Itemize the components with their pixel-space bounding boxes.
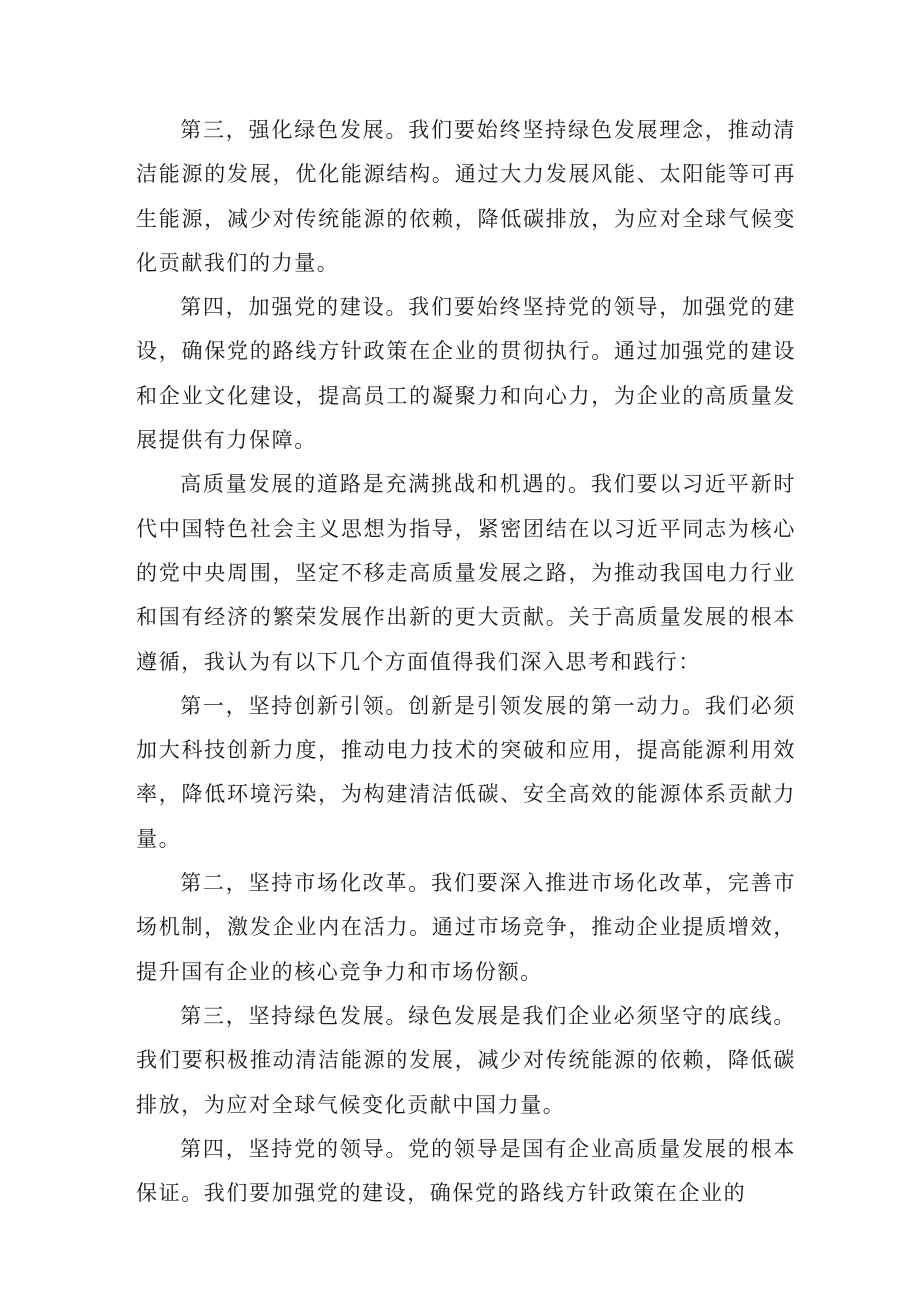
- paragraph-innovation-leadership: 第一，坚持创新引领。创新是引领发展的第一动力。我们必须加大科技创新力度，推动电力技术的突破和应用，提高能源利用效率，降低环境污染，为构建清洁低碳、安全高效的能源体系贡献力量。: [136, 693, 796, 851]
- document-body: [136, 108, 796, 1215]
- paragraph-market-reform: 第二，坚持市场化改革。我们要深入推进市场化改革，完善市场机制，激发企业内在活力。通过市场竞争，推动企业提质增效，提升国有企业的核心竞争力和市场份额。: [136, 871, 796, 984]
- paragraph-party-leadership: 第四，坚持党的领导。党的领导是国有企业高质量发展的根本保证。我们要加强党的建设，确保党的路线方针政策在企业的: [136, 1136, 796, 1206]
- paragraph-high-quality-development-path: 高质量发展的道路是充满挑战和机遇的。我们要以习近平新时代中国特色社会主义思想为指导，紧密团结在以习近平同志为核心的党中央周围，坚定不移走高质量发展之路，为推动我国电力行业和国有经济的繁荣发展作出新的更大贡献。关于高质量发展的根本遵循，我认为有以下几个方面值得我们深入思考和践行：: [136, 472, 796, 674]
- paragraph-strengthen-party-building: 第四，加强党的建设。我们要始终坚持党的领导，加强党的建设，确保党的路线方针政策在企业的贯彻执行。通过加强党的建设和企业文化建设，提高员工的凝聚力和向心力，为企业的高质量发展提供有力保障。: [136, 295, 796, 453]
- paragraph-strengthen-green-development: 第三，强化绿色发展。我们要始终坚持绿色发展理念，推动清洁能源的发展，优化能源结构。通过大力发展风能、太阳能等可再生能源，减少对传统能源的依赖，降低碳排放，为应对全球气候变化贡献我们的力量。: [136, 118, 796, 275]
- paragraph-green-development: 第三，坚持绿色发展。绿色发展是我们企业必须坚守的底线。我们要积极推动清洁能源的发展，减少对传统能源的依赖，降低碳排放，为应对全球气候变化贡献中国力量。: [136, 1003, 796, 1117]
